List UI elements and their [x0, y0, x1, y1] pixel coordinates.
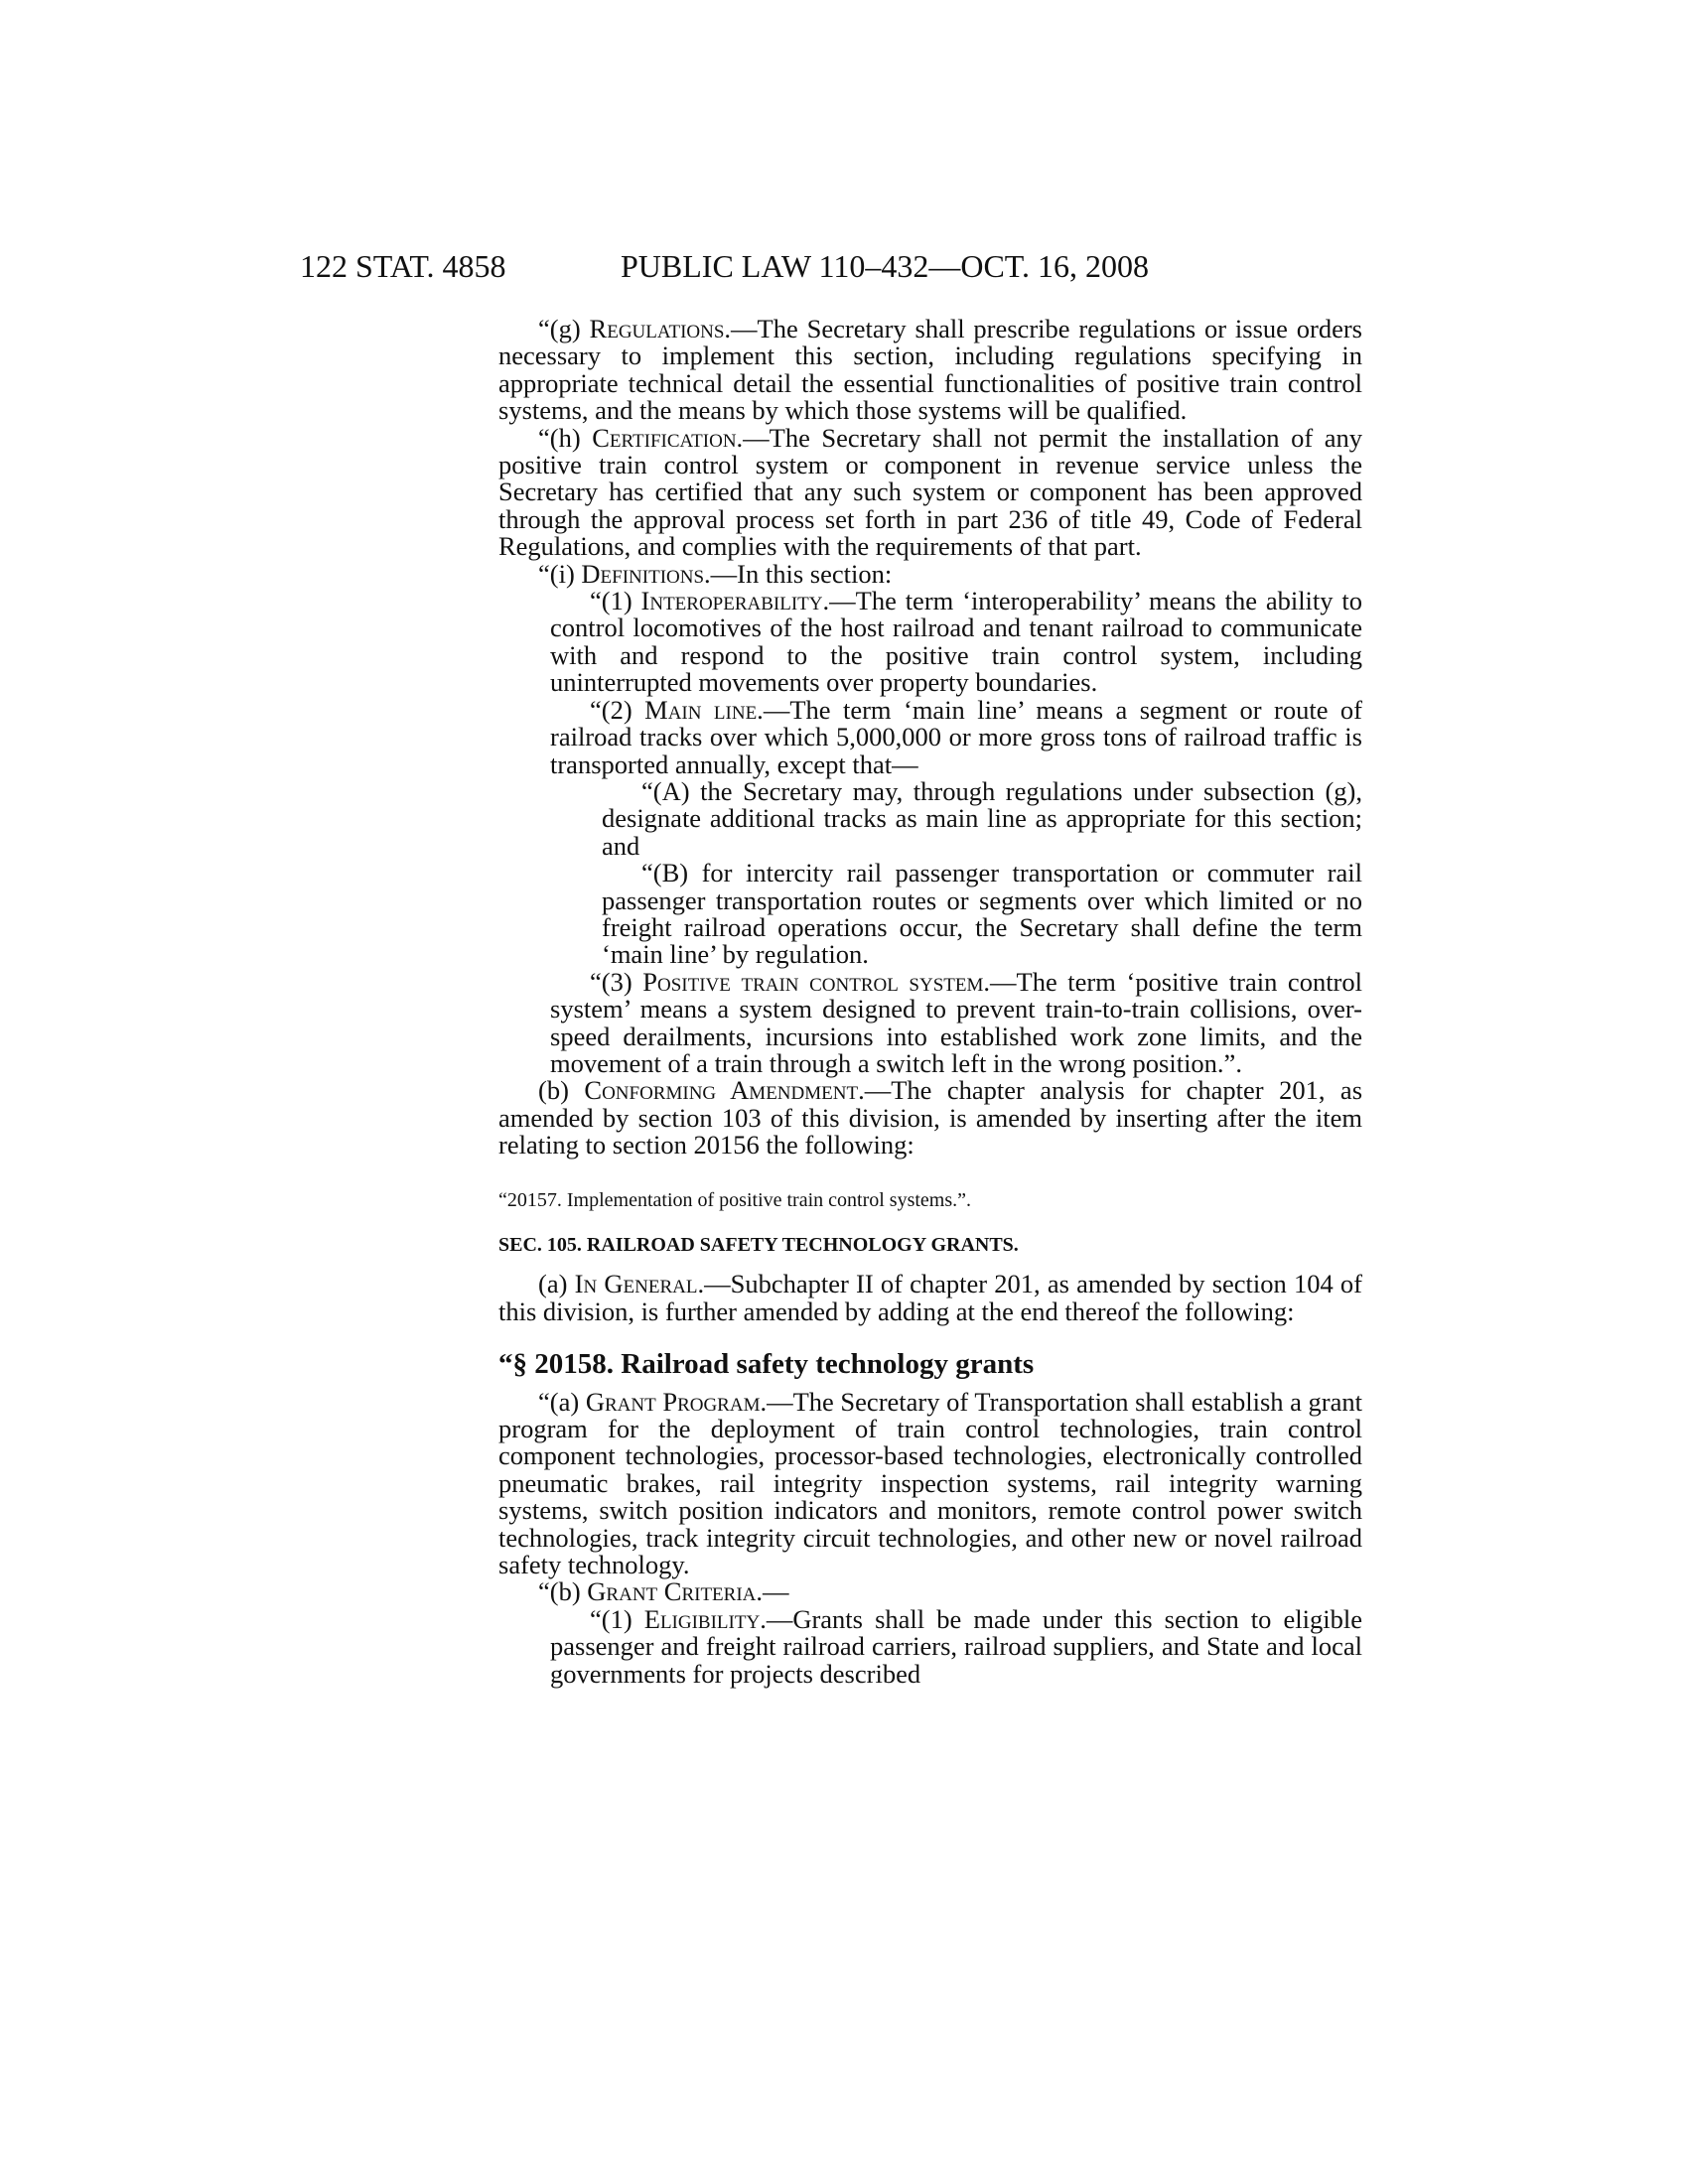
paragraph-heading: Interoperability. — [640, 586, 830, 616]
paragraph-heading: Eligibility. — [643, 1603, 767, 1634]
paragraph-i: “(i) Definitions.—In this section: — [538, 558, 893, 589]
paragraph-a-general: (a) In General.—Subchapter II of chapter 201, as amended by section 104 of this division, is further amended by adding at the end thereof the following: — [498, 1269, 1362, 1326]
table-of-contents-item: “20157. Implementation of positive train control systems.”. — [498, 1188, 972, 1211]
paragraph-heading: Main line. — [644, 694, 764, 725]
section-title: “§ 20158. Railroad safety technology grants — [498, 1348, 1035, 1381]
paragraph-heading: Certification. — [592, 422, 744, 453]
page-header — [300, 244, 1388, 288]
paragraph-heading: In General. — [574, 1269, 705, 1299]
paragraph-b: (b) Conforming Amendment.—The chapter analysis for chapter 201, as amended by section 103 of this division, is amended by inserting after the item relating to section 20156 the following: — [498, 1075, 1363, 1160]
paragraph-i2a: “(A) the Secretary may, through regulations under subsection (g), designate additional tracks as main line as appropriate for this section; and — [602, 775, 1362, 861]
document-body — [498, 316, 1362, 1688]
paragraph-a-grant-program: “(a) Grant Program.—The Secretary of Transportation shall establish a grant program for the deployment of train control technologies, train control component technologies, processor-based technologies, electronically controlled pneumatic brakes, rail integrity inspection systems, rail integrity warning systems, switch position indicators and monitors, remote control power switch technologies, track integrity circuit technologies, and other new or novel railroad safety technology. — [498, 1386, 1362, 1580]
paragraph-heading: Positive train control system. — [642, 966, 991, 997]
paragraph-heading: Regulations. — [589, 314, 732, 343]
paragraph-g: “(g) Regulations.—The Secretary shall prescribe regulations or issue orders necessary to implement this section, including regulations specifying in appropriate technical detail the essential functionalities of positive train control systems, and the means by which those systems will be qualified. — [498, 314, 1362, 426]
stat-page-number: 122 STAT. 4858 — [300, 248, 506, 284]
paragraph-heading: Conforming Amendment. — [584, 1075, 865, 1106]
section-heading: SEC. 105. RAILROAD SAFETY TECHNOLOGY GRANTS. — [498, 1234, 1019, 1256]
paragraph-i2b: “(B) for intercity rail passenger transportation or commuter rail passenger transportation routes or segments over which limited or no freight railroad operations occur, the Secretary shall define the term ‘main line’ by regulation. — [602, 858, 1362, 970]
paragraph-b1-eligibility: “(1) Eligibility.—Grants shall be made under this section to eligible passenger and freight railroad carriers, railroad suppliers, and State and local governments for projects described — [550, 1603, 1362, 1689]
paragraph-i1: “(1) Interoperability.—The term ‘interoperability’ means the ability to control locomotives of the host railroad and tenant railroad to communicate with and respond to the positive train control system, including uninterrupted movements over property boundaries. — [550, 586, 1362, 698]
paragraph-b-grant-criteria: “(b) Grant Criteria.— — [538, 1576, 789, 1607]
paragraph-h: “(h) Certification.—The Secretary shall not permit the installation of any positive train control system or component in revenue service unless the Secretary has certified that any such system or component has been approved through the approval process set forth in part 236 of title 49, Code of Federal Regulations, and complies with the requirements of that part. — [498, 422, 1362, 562]
paragraph-i2: “(2) Main line.—The term ‘main line’ means a segment or route of railroad tracks over which 5,000,000 or more gross tons of railroad traffic is transported annually, except that— — [550, 694, 1362, 779]
running-title: PUBLIC LAW 110–432—OCT. 16, 2008 — [621, 248, 1149, 284]
paragraph-heading: Grant Criteria. — [587, 1576, 764, 1607]
paragraph-heading: Grant Program. — [585, 1386, 768, 1417]
paragraph-i3: “(3) Positive train control system.—The term ‘positive train control system’ means a system designed to prevent train-to-train collisions, over-speed derailments, incursions into established work zone limits, and the movement of a train through a switch left in the wrong position.”. — [550, 966, 1362, 1078]
paragraph-heading: Definitions. — [581, 558, 711, 589]
